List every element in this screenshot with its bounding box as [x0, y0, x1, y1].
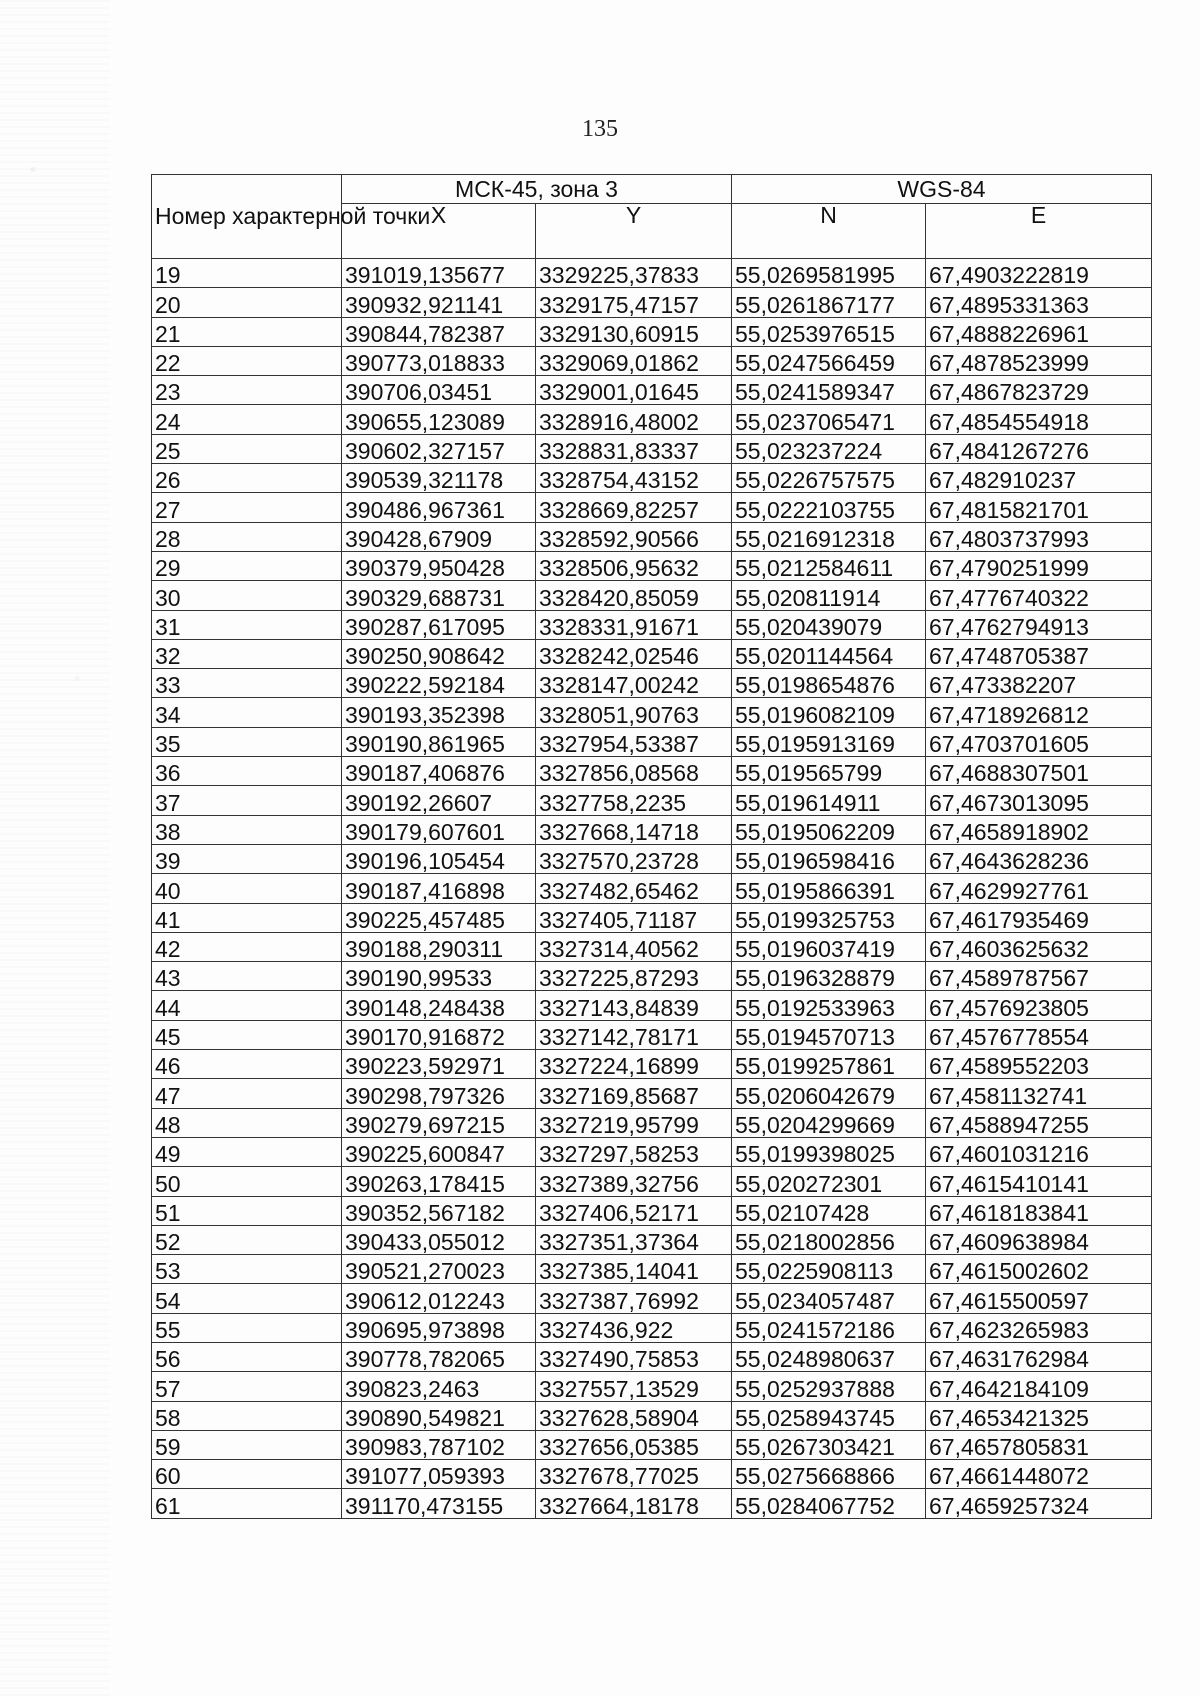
cell-e: 67,4615002602	[926, 1255, 1152, 1284]
table-row	[152, 727, 1152, 756]
cell-e: 67,4867823729	[926, 376, 1152, 405]
table-row	[152, 1050, 1152, 1079]
table-row	[152, 1225, 1152, 1254]
table-row	[152, 903, 1152, 932]
table-row	[152, 1020, 1152, 1049]
table-row	[152, 1284, 1152, 1313]
cell-point-number: 31	[152, 610, 342, 639]
cell-y: 3327668,14718	[536, 815, 732, 844]
table-row	[152, 581, 1152, 610]
cell-point-number: 22	[152, 346, 342, 375]
cell-x: 390655,123089	[342, 405, 536, 434]
table-row	[152, 1196, 1152, 1225]
cell-point-number: 48	[152, 1108, 342, 1137]
header-wgs84: WGS-84	[732, 175, 1152, 204]
cell-y: 3327664,18178	[536, 1489, 732, 1518]
page-number: 135	[582, 116, 618, 142]
table-row	[152, 639, 1152, 668]
cell-e: 67,4854554918	[926, 405, 1152, 434]
cell-n: 55,0212584611	[732, 551, 926, 580]
cell-point-number: 39	[152, 844, 342, 873]
cell-y: 3327389,32756	[536, 1167, 732, 1196]
cell-x: 390706,03451	[342, 376, 536, 405]
cell-y: 3328831,83337	[536, 434, 732, 463]
cell-e: 67,4888226961	[926, 317, 1152, 346]
cell-x: 390190,99533	[342, 962, 536, 991]
cell-n: 55,0199398025	[732, 1137, 926, 1166]
cell-y: 3327225,87293	[536, 962, 732, 991]
cell-point-number: 61	[152, 1489, 342, 1518]
cell-x: 390539,321178	[342, 464, 536, 493]
cell-e: 67,4703701605	[926, 727, 1152, 756]
table-row	[152, 1460, 1152, 1489]
cell-y: 3327954,53387	[536, 727, 732, 756]
cell-n: 55,0284067752	[732, 1489, 926, 1518]
cell-y: 3327482,65462	[536, 874, 732, 903]
table-row	[152, 1108, 1152, 1137]
cell-y: 3328669,82257	[536, 493, 732, 522]
cell-e: 67,4776740322	[926, 581, 1152, 610]
cell-y: 3327314,40562	[536, 932, 732, 961]
cell-x: 390298,797326	[342, 1079, 536, 1108]
cell-y: 3329175,47157	[536, 288, 732, 317]
cell-n: 55,019614911	[732, 786, 926, 815]
cell-y: 3327219,95799	[536, 1108, 732, 1137]
cell-point-number: 23	[152, 376, 342, 405]
table-row	[152, 962, 1152, 991]
header-msk45-zone3: МСК-45, зона 3	[342, 175, 732, 204]
cell-point-number: 51	[152, 1196, 342, 1225]
header-row-1	[152, 175, 1152, 204]
cell-point-number: 52	[152, 1225, 342, 1254]
cell-x: 390486,967361	[342, 493, 536, 522]
table-row	[152, 932, 1152, 961]
cell-point-number: 59	[152, 1430, 342, 1459]
cell-e: 67,4688307501	[926, 757, 1152, 786]
cell-n: 55,0195913169	[732, 727, 926, 756]
table-row	[152, 1342, 1152, 1371]
cell-y: 3327490,75853	[536, 1342, 732, 1371]
cell-n: 55,0222103755	[732, 493, 926, 522]
table-body	[152, 259, 1152, 1519]
cell-n: 55,0195062209	[732, 815, 926, 844]
cell-e: 67,4718926812	[926, 698, 1152, 727]
cell-n: 55,0247566459	[732, 346, 926, 375]
header-n: N	[732, 204, 926, 259]
cell-e: 67,4815821701	[926, 493, 1152, 522]
cell-e: 67,4617935469	[926, 903, 1152, 932]
cell-point-number: 30	[152, 581, 342, 610]
cell-e: 67,4657805831	[926, 1430, 1152, 1459]
cell-y: 3327436,922	[536, 1313, 732, 1342]
cell-x: 390521,270023	[342, 1255, 536, 1284]
cell-e: 67,4589787567	[926, 962, 1152, 991]
header-e: E	[926, 204, 1152, 259]
cell-point-number: 46	[152, 1050, 342, 1079]
cell-x: 390329,688731	[342, 581, 536, 610]
cell-n: 55,0201144564	[732, 639, 926, 668]
cell-e: 67,4653421325	[926, 1401, 1152, 1430]
cell-point-number: 41	[152, 903, 342, 932]
cell-point-number: 45	[152, 1020, 342, 1049]
cell-n: 55,023237224	[732, 434, 926, 463]
cell-x: 390287,617095	[342, 610, 536, 639]
header-x: X	[342, 204, 536, 259]
cell-x: 390148,248438	[342, 991, 536, 1020]
cell-n: 55,0195866391	[732, 874, 926, 903]
table-row	[152, 551, 1152, 580]
table-row	[152, 522, 1152, 551]
cell-x: 390778,782065	[342, 1342, 536, 1371]
cell-x: 390433,055012	[342, 1225, 536, 1254]
cell-y: 3328916,48002	[536, 405, 732, 434]
table-row	[152, 1313, 1152, 1342]
cell-x: 391077,059393	[342, 1460, 536, 1489]
scan-edge-noise	[0, 0, 110, 1696]
cell-x: 390844,782387	[342, 317, 536, 346]
cell-y: 3328331,91671	[536, 610, 732, 639]
cell-point-number: 26	[152, 464, 342, 493]
cell-y: 3327169,85687	[536, 1079, 732, 1108]
cell-n: 55,0258943745	[732, 1401, 926, 1430]
cell-n: 55,0192533963	[732, 991, 926, 1020]
cell-e: 67,4642184109	[926, 1372, 1152, 1401]
table-row	[152, 1401, 1152, 1430]
cell-y: 3329225,37833	[536, 259, 732, 288]
cell-e: 67,4603625632	[926, 932, 1152, 961]
cell-e: 67,4790251999	[926, 551, 1152, 580]
cell-e: 67,4601031216	[926, 1137, 1152, 1166]
cell-y: 3327557,13529	[536, 1372, 732, 1401]
table-row	[152, 1489, 1152, 1518]
cell-y: 3327143,84839	[536, 991, 732, 1020]
cell-x: 390190,861965	[342, 727, 536, 756]
cell-x: 390890,549821	[342, 1401, 536, 1430]
cell-e: 67,4643628236	[926, 844, 1152, 873]
cell-e: 67,4588947255	[926, 1108, 1152, 1137]
cell-n: 55,0196328879	[732, 962, 926, 991]
cell-x: 390187,416898	[342, 874, 536, 903]
cell-n: 55,0248980637	[732, 1342, 926, 1371]
cell-y: 3328051,90763	[536, 698, 732, 727]
cell-n: 55,0226757575	[732, 464, 926, 493]
cell-point-number: 29	[152, 551, 342, 580]
cell-point-number: 32	[152, 639, 342, 668]
cell-x: 390695,973898	[342, 1313, 536, 1342]
cell-n: 55,0241572186	[732, 1313, 926, 1342]
cell-y: 3329001,01645	[536, 376, 732, 405]
cell-point-number: 58	[152, 1401, 342, 1430]
cell-point-number: 54	[152, 1284, 342, 1313]
table-header	[152, 175, 1152, 259]
cell-point-number: 57	[152, 1372, 342, 1401]
table-row	[152, 1167, 1152, 1196]
cell-n: 55,0196037419	[732, 932, 926, 961]
cell-x: 390773,018833	[342, 346, 536, 375]
cell-n: 55,0196598416	[732, 844, 926, 873]
cell-y: 3328420,85059	[536, 581, 732, 610]
cell-n: 55,020811914	[732, 581, 926, 610]
cell-n: 55,0199257861	[732, 1050, 926, 1079]
table-row	[152, 669, 1152, 698]
cell-n: 55,0198654876	[732, 669, 926, 698]
table-row	[152, 434, 1152, 463]
cell-n: 55,0269581995	[732, 259, 926, 288]
cell-y: 3327387,76992	[536, 1284, 732, 1313]
cell-e: 67,4803737993	[926, 522, 1152, 551]
cell-e: 67,4618183841	[926, 1196, 1152, 1225]
cell-n: 55,0241589347	[732, 376, 926, 405]
cell-x: 390932,921141	[342, 288, 536, 317]
cell-point-number: 40	[152, 874, 342, 903]
cell-point-number: 38	[152, 815, 342, 844]
cell-n: 55,0267303421	[732, 1430, 926, 1459]
cell-n: 55,0216912318	[732, 522, 926, 551]
cell-e: 67,4659257324	[926, 1489, 1152, 1518]
cell-point-number: 42	[152, 932, 342, 961]
cell-y: 3328592,90566	[536, 522, 732, 551]
cell-e: 67,4623265983	[926, 1313, 1152, 1342]
cell-n: 55,0225908113	[732, 1255, 926, 1284]
cell-e: 67,4615500597	[926, 1284, 1152, 1313]
cell-point-number: 55	[152, 1313, 342, 1342]
cell-x: 390612,012243	[342, 1284, 536, 1313]
table-row	[152, 815, 1152, 844]
table-row	[152, 1137, 1152, 1166]
cell-point-number: 47	[152, 1079, 342, 1108]
cell-e: 67,4762794913	[926, 610, 1152, 639]
cell-point-number: 53	[152, 1255, 342, 1284]
cell-x: 390250,908642	[342, 639, 536, 668]
cell-e: 67,4629927761	[926, 874, 1152, 903]
cell-point-number: 43	[152, 962, 342, 991]
cell-e: 67,4895331363	[926, 288, 1152, 317]
header-y: Y	[536, 204, 732, 259]
cell-x: 390179,607601	[342, 815, 536, 844]
cell-e: 67,4581132741	[926, 1079, 1152, 1108]
cell-x: 390187,406876	[342, 757, 536, 786]
cell-y: 3328147,00242	[536, 669, 732, 698]
cell-point-number: 19	[152, 259, 342, 288]
cell-point-number: 37	[152, 786, 342, 815]
cell-e: 67,4903222819	[926, 259, 1152, 288]
cell-e: 67,4589552203	[926, 1050, 1152, 1079]
cell-x: 390279,697215	[342, 1108, 536, 1137]
cell-x: 390170,916872	[342, 1020, 536, 1049]
coordinates-table	[151, 174, 1152, 1519]
cell-y: 3327406,52171	[536, 1196, 732, 1225]
cell-point-number: 34	[152, 698, 342, 727]
table-row	[152, 493, 1152, 522]
cell-y: 3328242,02546	[536, 639, 732, 668]
cell-e: 67,4748705387	[926, 639, 1152, 668]
cell-y: 3327758,2235	[536, 786, 732, 815]
cell-n: 55,020439079	[732, 610, 926, 639]
cell-n: 55,0261867177	[732, 288, 926, 317]
cell-point-number: 27	[152, 493, 342, 522]
table-row	[152, 1430, 1152, 1459]
table-row	[152, 757, 1152, 786]
cell-point-number: 36	[152, 757, 342, 786]
cell-x: 390196,105454	[342, 844, 536, 873]
cell-point-number: 25	[152, 434, 342, 463]
cell-e: 67,4609638984	[926, 1225, 1152, 1254]
table-row	[152, 288, 1152, 317]
cell-y: 3327405,71187	[536, 903, 732, 932]
cell-point-number: 28	[152, 522, 342, 551]
cell-n: 55,020272301	[732, 1167, 926, 1196]
cell-e: 67,4658918902	[926, 815, 1152, 844]
cell-x: 390192,26607	[342, 786, 536, 815]
cell-x: 391019,135677	[342, 259, 536, 288]
cell-x: 390223,592971	[342, 1050, 536, 1079]
cell-n: 55,0237065471	[732, 405, 926, 434]
table-row	[152, 874, 1152, 903]
table-row	[152, 610, 1152, 639]
cell-n: 55,02107428	[732, 1196, 926, 1225]
cell-x: 390193,352398	[342, 698, 536, 727]
cell-y: 3327570,23728	[536, 844, 732, 873]
table-row	[152, 405, 1152, 434]
table-row	[152, 786, 1152, 815]
cell-n: 55,0194570713	[732, 1020, 926, 1049]
cell-n: 55,0196082109	[732, 698, 926, 727]
table-row	[152, 1372, 1152, 1401]
cell-point-number: 60	[152, 1460, 342, 1489]
cell-y: 3327142,78171	[536, 1020, 732, 1049]
cell-y: 3327678,77025	[536, 1460, 732, 1489]
cell-n: 55,0253976515	[732, 317, 926, 346]
cell-x: 391170,473155	[342, 1489, 536, 1518]
cell-n: 55,0252937888	[732, 1372, 926, 1401]
table-row	[152, 991, 1152, 1020]
cell-x: 390352,567182	[342, 1196, 536, 1225]
cell-point-number: 21	[152, 317, 342, 346]
table-row	[152, 1079, 1152, 1108]
table-row	[152, 259, 1152, 288]
cell-point-number: 35	[152, 727, 342, 756]
cell-n: 55,0218002856	[732, 1225, 926, 1254]
cell-x: 390222,592184	[342, 669, 536, 698]
table-row	[152, 376, 1152, 405]
cell-n: 55,0199325753	[732, 903, 926, 932]
cell-point-number: 49	[152, 1137, 342, 1166]
cell-y: 3328506,95632	[536, 551, 732, 580]
cell-e: 67,4615410141	[926, 1167, 1152, 1196]
table-row	[152, 1255, 1152, 1284]
cell-n: 55,019565799	[732, 757, 926, 786]
cell-n: 55,0206042679	[732, 1079, 926, 1108]
table-row	[152, 317, 1152, 346]
cell-point-number: 33	[152, 669, 342, 698]
cell-y: 3327856,08568	[536, 757, 732, 786]
cell-point-number: 24	[152, 405, 342, 434]
cell-x: 390602,327157	[342, 434, 536, 463]
cell-e: 67,473382207	[926, 669, 1152, 698]
cell-y: 3327656,05385	[536, 1430, 732, 1459]
cell-y: 3327628,58904	[536, 1401, 732, 1430]
cell-y: 3329069,01862	[536, 346, 732, 375]
cell-e: 67,4661448072	[926, 1460, 1152, 1489]
cell-x: 390428,67909	[342, 522, 536, 551]
cell-e: 67,4631762984	[926, 1342, 1152, 1371]
cell-x: 390823,2463	[342, 1372, 536, 1401]
table-row	[152, 346, 1152, 375]
cell-x: 390263,178415	[342, 1167, 536, 1196]
cell-point-number: 50	[152, 1167, 342, 1196]
cell-y: 3327297,58253	[536, 1137, 732, 1166]
cell-y: 3329130,60915	[536, 317, 732, 346]
table-row	[152, 698, 1152, 727]
cell-e: 67,4673013095	[926, 786, 1152, 815]
header-point-number: Номер характерной точки	[152, 175, 342, 259]
cell-e: 67,4878523999	[926, 346, 1152, 375]
cell-point-number: 56	[152, 1342, 342, 1371]
cell-x: 390188,290311	[342, 932, 536, 961]
cell-point-number: 20	[152, 288, 342, 317]
cell-point-number: 44	[152, 991, 342, 1020]
cell-e: 67,482910237	[926, 464, 1152, 493]
cell-y: 3327351,37364	[536, 1225, 732, 1254]
cell-y: 3327385,14041	[536, 1255, 732, 1284]
cell-n: 55,0204299669	[732, 1108, 926, 1137]
cell-e: 67,4576778554	[926, 1020, 1152, 1049]
cell-y: 3328754,43152	[536, 464, 732, 493]
cell-y: 3327224,16899	[536, 1050, 732, 1079]
table-row	[152, 844, 1152, 873]
cell-n: 55,0234057487	[732, 1284, 926, 1313]
cell-x: 390379,950428	[342, 551, 536, 580]
table-row	[152, 464, 1152, 493]
cell-e: 67,4576923805	[926, 991, 1152, 1020]
cell-e: 67,4841267276	[926, 434, 1152, 463]
cell-x: 390225,600847	[342, 1137, 536, 1166]
cell-n: 55,0275668866	[732, 1460, 926, 1489]
cell-x: 390983,787102	[342, 1430, 536, 1459]
cell-x: 390225,457485	[342, 903, 536, 932]
